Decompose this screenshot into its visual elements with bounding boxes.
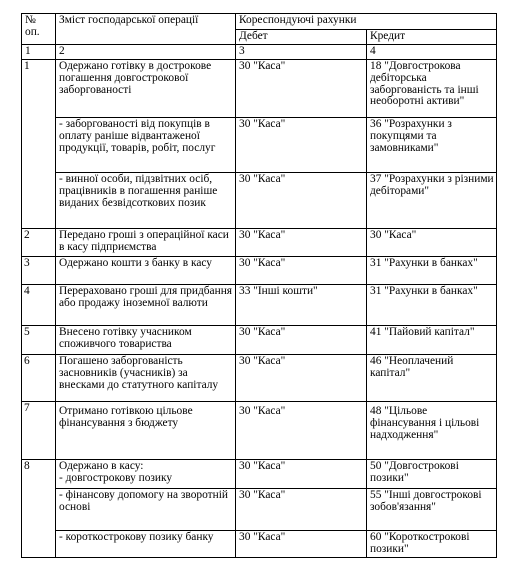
- accounting-entries-table: [21, 13, 497, 558]
- header-debit: Дебет: [236, 30, 367, 45]
- operation-description: Внесено готівку учасником споживчого товариства: [56, 326, 236, 355]
- operation-line: - довгострокову позику: [59, 471, 173, 484]
- column-number: 3: [236, 45, 367, 60]
- credit-account: 37 "Розрахунки з різними дебіторами": [367, 173, 497, 229]
- credit-account: 30 "Каса": [367, 229, 497, 257]
- column-number-row: [22, 45, 497, 60]
- column-number: 1: [22, 45, 56, 60]
- operation-description: Одержано кошти з банку в касу: [56, 257, 236, 285]
- operation-number: 4: [22, 285, 56, 326]
- debit-account: 30 "Каса": [236, 531, 367, 558]
- operation-description: - фінансову допомогу на зворотній основі: [56, 489, 236, 531]
- operation-line: Одержано в касу:: [59, 460, 144, 472]
- table-row: [22, 285, 497, 326]
- credit-account: 50 "Довгострокові позики": [367, 460, 497, 489]
- debit-account: 30 "Каса": [236, 60, 367, 118]
- credit-account: 18 "Довгострокова дебіторська заборгованість та інші необоротні активи": [367, 60, 497, 118]
- credit-account: 31 "Рахунки в банках": [367, 285, 497, 326]
- operation-description: - винної особи, підзвітних осіб, працівників в погашення раніше виданих безвідсоткових позик: [56, 173, 236, 229]
- operation-number: 8: [22, 460, 56, 558]
- table-row: [22, 257, 497, 285]
- operation-number: 3: [22, 257, 56, 285]
- table-row: [22, 355, 497, 402]
- table-row: [22, 118, 497, 173]
- debit-account: 30 "Каса": [236, 460, 367, 489]
- operation-description: Погашено заборгованість засновників (учасників) за внесками до статутного капіталу: [56, 355, 236, 402]
- table-row: [22, 60, 497, 118]
- table-row: [22, 531, 497, 558]
- operation-description: Передано гроші з операційної каси в касу підприємства: [56, 229, 236, 257]
- header-content: Зміст господарської операції: [56, 14, 236, 45]
- credit-account: 31 "Рахунки в банках": [367, 257, 497, 285]
- header-row: [22, 14, 497, 30]
- credit-account: 55 "Інші довгострокові зобов'язання": [367, 489, 497, 531]
- header-credit: Кредит: [367, 30, 497, 45]
- credit-account: 46 "Неоплачений капітал": [367, 355, 497, 402]
- operation-description: Перераховано гроші для придбання або продажу іноземної валюти: [56, 285, 236, 326]
- operation-number: 2: [22, 229, 56, 257]
- debit-account: 30 "Каса": [236, 173, 367, 229]
- operation-number: 7: [22, 402, 56, 460]
- table-row: [22, 489, 497, 531]
- debit-account: 30 "Каса": [236, 489, 367, 531]
- debit-account: 30 "Каса": [236, 229, 367, 257]
- table-row: [22, 229, 497, 257]
- header-accounts: Кореспондуючі рахунки: [236, 14, 497, 30]
- credit-account: 41 "Пайовий капітал": [367, 326, 497, 355]
- column-number: 4: [367, 45, 497, 60]
- table-row: [22, 173, 497, 229]
- operation-description: Отримано готівкою цільове фінансування з бюджету: [56, 402, 236, 460]
- debit-account: 30 "Каса": [236, 402, 367, 460]
- column-number: 2: [56, 45, 236, 60]
- table-row: [22, 460, 497, 489]
- header-number: № оп.: [22, 14, 56, 45]
- table-row: [22, 326, 497, 355]
- debit-account: 30 "Каса": [236, 355, 367, 402]
- credit-account: 48 "Цільове фінансування і цільові надходження": [367, 402, 497, 460]
- operation-description: - короткострокову позику банку: [56, 531, 236, 558]
- table-row: [22, 402, 497, 460]
- debit-account: 30 "Каса": [236, 118, 367, 173]
- debit-account: 33 "Інші кошти": [236, 285, 367, 326]
- operation-number: 6: [22, 355, 56, 402]
- credit-account: 36 "Розрахунки з покупцями та замовниками": [367, 118, 497, 173]
- debit-account: 30 "Каса": [236, 257, 367, 285]
- operation-description: [56, 460, 236, 489]
- operation-number: 1: [22, 60, 56, 229]
- operation-description: - заборгованості від покупців в оплату раніше відвантаженої продукції, товарів, робіт, послуг: [56, 118, 236, 173]
- debit-account: 30 "Каса": [236, 326, 367, 355]
- credit-account: 60 "Короткострокові позики": [367, 531, 497, 558]
- operation-description: Одержано готівку в дострокове погашення довгострокової заборгованості: [56, 60, 236, 118]
- operation-number: 5: [22, 326, 56, 355]
